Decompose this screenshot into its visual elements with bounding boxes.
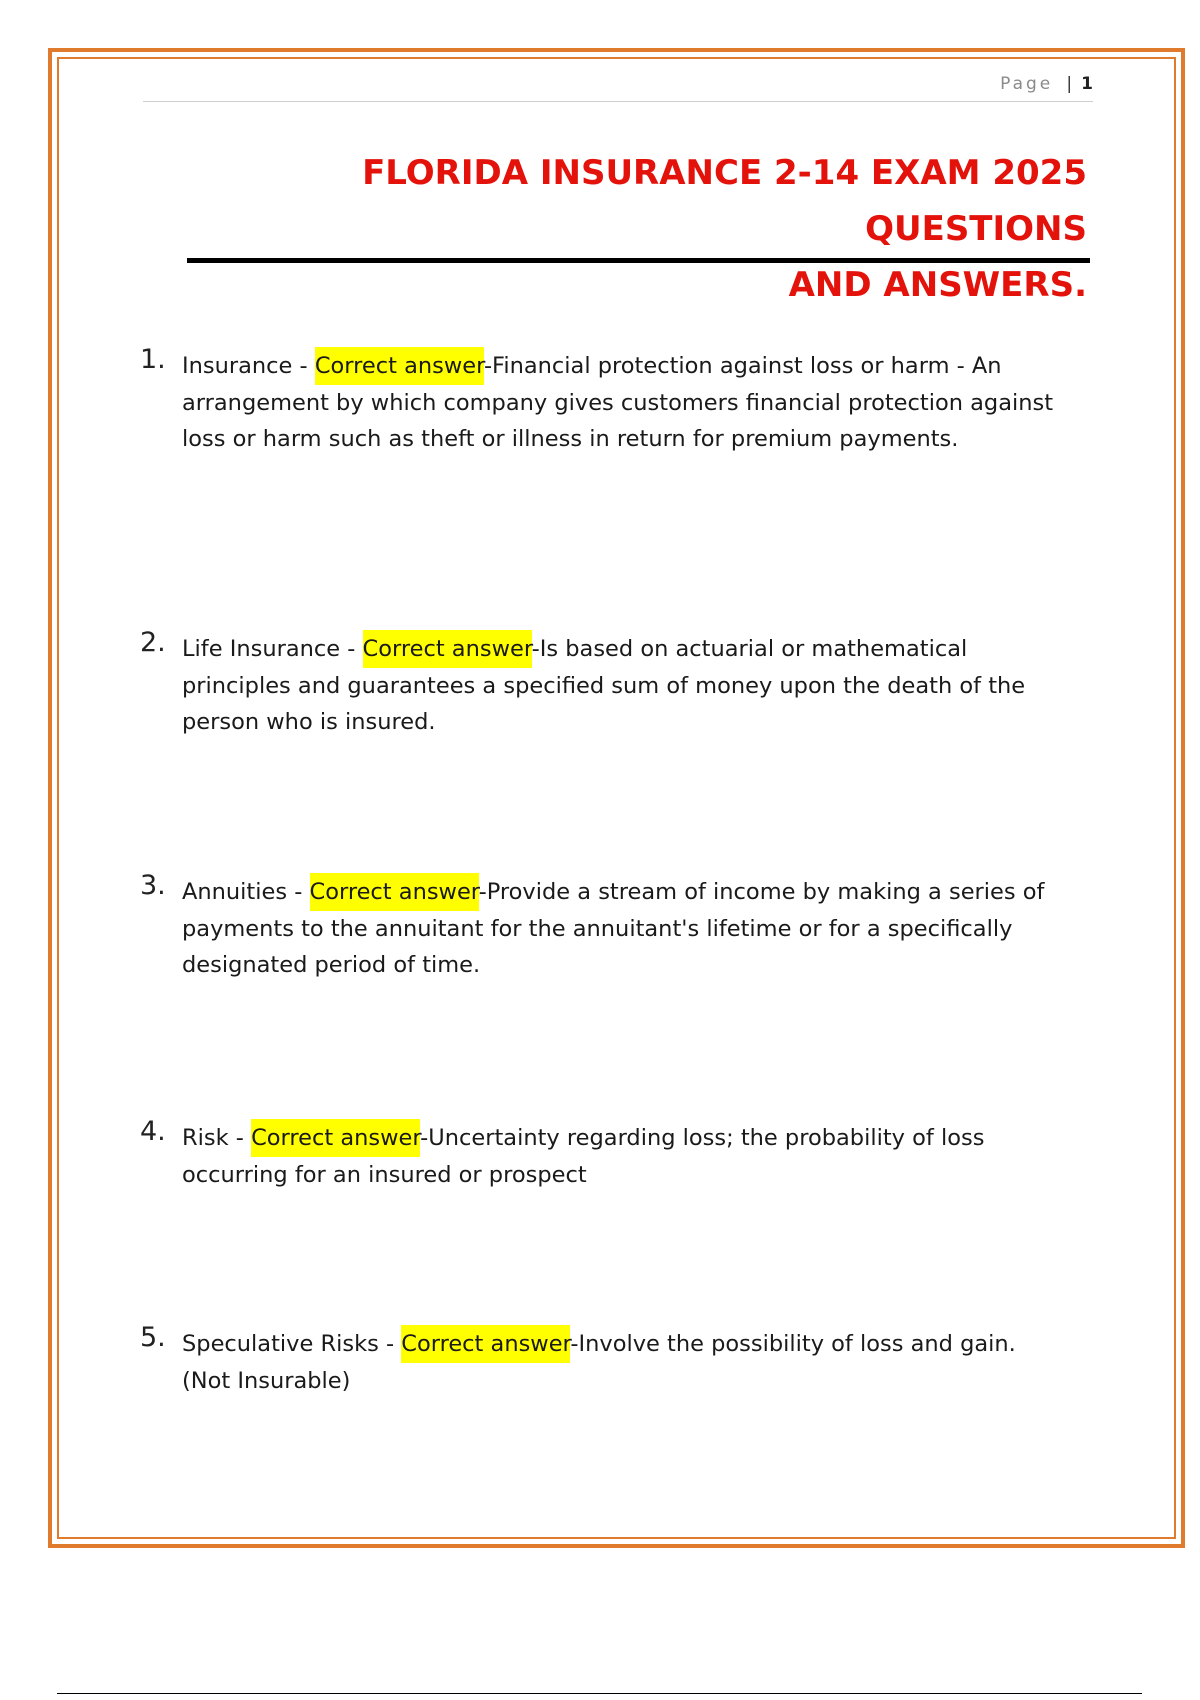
correct-answer-highlight: Correct answer: [310, 873, 479, 911]
correct-answer-highlight: Correct answer: [251, 1119, 420, 1157]
item-number: 2.: [140, 627, 166, 658]
item-number: 3.: [140, 870, 166, 901]
item-answer: -Is based on actuarial or mathematical principles and guarantees a specified sum of money upon the death of the person who is insured.: [182, 636, 1026, 735]
correct-answer-highlight: Correct answer: [315, 347, 484, 385]
page-header: [143, 74, 1093, 102]
item-answer: -Financial protection against loss or harm - An arrangement by which company gives customers financial protection against loss or harm such as theft or illness in return for premium payments.: [182, 353, 1054, 452]
document-title: [150, 145, 1087, 313]
correct-answer-highlight: Correct answer: [401, 1325, 570, 1363]
page-number: 1: [1081, 74, 1093, 94]
item-text: [182, 631, 1052, 741]
item-answer: -Uncertainty regarding loss; the probability of loss occurring for an insured or prospect: [182, 1125, 985, 1188]
item-term: Speculative Risks -: [182, 1331, 402, 1357]
document-title-line-1: FLORIDA INSURANCE 2-14 EXAM 2025 QUESTIONS: [362, 153, 1087, 249]
item-term: Annuities -: [182, 879, 310, 905]
page-separator: |: [1066, 74, 1073, 94]
item-term: Insurance -: [182, 353, 315, 379]
item-text: [182, 1326, 1032, 1399]
footer-rule: [57, 1693, 1142, 1694]
item-number: 5.: [140, 1322, 166, 1353]
item-answer: -Provide a stream of income by making a series of payments to the annuitant for the annuitant's lifetime or for a specifically designated period of time.: [182, 879, 1045, 978]
item-number: 4.: [140, 1116, 166, 1147]
correct-answer-highlight: Correct answer: [363, 630, 532, 668]
item-text: [182, 874, 1102, 984]
item-term: Risk -: [182, 1125, 252, 1151]
item-term: Life Insurance -: [182, 636, 363, 662]
item-number: 1.: [140, 344, 166, 375]
item-answer: -Involve the possibility of loss and gain. (Not Insurable): [182, 1331, 1016, 1394]
title-underline: [187, 258, 1090, 263]
item-text: [182, 1120, 992, 1193]
page-label: Page: [1000, 74, 1054, 94]
item-text: [182, 348, 1062, 458]
document-title-line-2: AND ANSWERS.: [788, 265, 1087, 305]
